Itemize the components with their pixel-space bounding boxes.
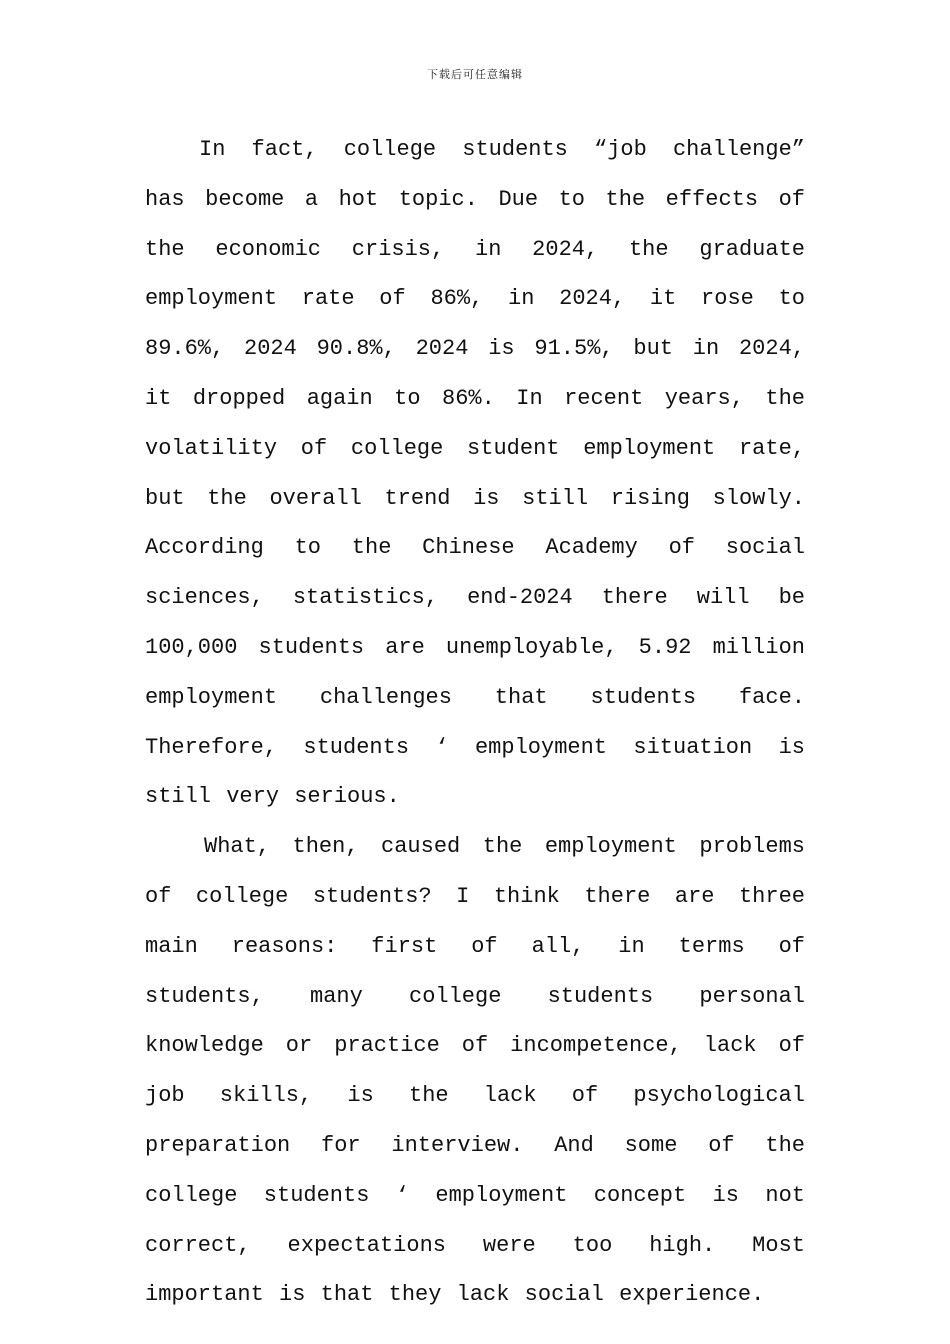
paragraph-employment-causes: What, then, caused the employment problems of college students? I think there are three main reasons: first of all, in terms of students, many college students personal knowledge or practice of incompetence, lack of job skills, is the lack of psychological preparation for interview. And some of the college students ‘ employment concept is not correct, expectations were too high. Most important is that they lack social experience. xyxy=(145,834,805,1308)
document-body xyxy=(145,125,805,1320)
paragraph-employment-statistics: In fact, college students “job challenge” has become a hot topic. Due to the effects of the economic crisis, in 2024, the graduate employment rate of 86%, in 2024, it rose to 89.6%, 2024 90.8%, 2024 is 91.5%, but in 2024, it dropped again to 86%. In recent years, the volatility of college student employment rate, but the overall trend is still rising slowly. According to the Chinese Academy of social sciences, statistics, end-2024 there will be 100,000 students are unemployable, 5.92 million employment challenges that students face. Therefore, students ‘ employment situation is still very serious. xyxy=(145,137,805,810)
page-header: 下载后可任意编辑 xyxy=(427,68,523,81)
